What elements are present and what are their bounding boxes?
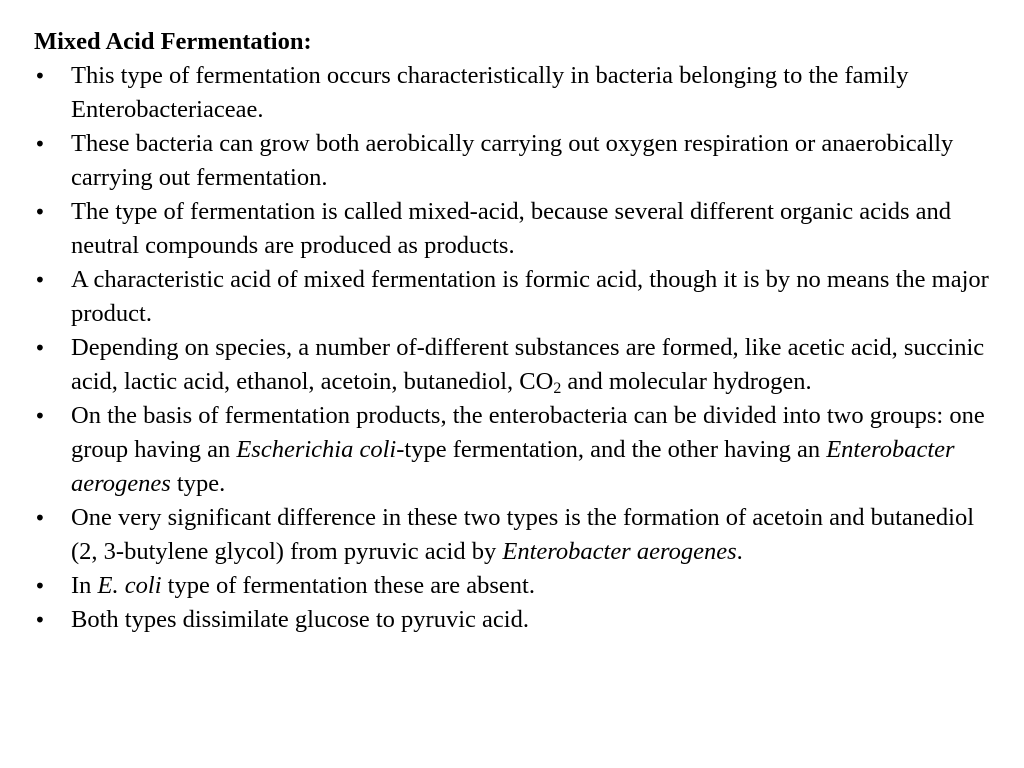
- bullet-item: [34, 569, 991, 603]
- text-segment: In: [71, 572, 98, 599]
- text-segment: This type of fermentation occurs characteristically in bacteria belonging to the family Enterobacteriaceae.: [71, 62, 909, 123]
- bullet-icon: •: [34, 268, 46, 292]
- text-segment: type of fermentation these are absent.: [161, 572, 535, 599]
- bullet-item: [34, 127, 991, 195]
- bullet-icon: •: [34, 404, 46, 428]
- bullet-list: [34, 59, 989, 637]
- text-segment: On the basis of fermentation products, the enterobacteria can be divided into two groups: one group having an: [71, 402, 985, 463]
- text-segment: These bacteria can grow both aerobically carrying out oxygen respiration or anaerobically carrying out fermentation.: [71, 130, 954, 191]
- bullet-text: [71, 606, 529, 633]
- text-segment: Both types dissimilate glucose to pyruvic acid.: [71, 606, 529, 633]
- italic-term: E. coli: [97, 572, 162, 599]
- bullet-item: [34, 603, 991, 637]
- bullet-item: [34, 331, 991, 399]
- bullet-item: [34, 263, 991, 331]
- bullet-icon: •: [34, 64, 46, 88]
- bullet-text: [71, 198, 951, 259]
- bullet-icon: •: [34, 336, 46, 360]
- subscript-text: 2: [553, 379, 562, 397]
- bullet-text: [71, 130, 953, 191]
- bullet-icon: •: [34, 200, 46, 224]
- text-segment: The type of fermentation is called mixed-acid, because several different organic acids and neutral compounds are produced as products.: [71, 198, 952, 259]
- text-segment: .: [736, 538, 743, 565]
- bullet-text: [71, 266, 989, 327]
- text-segment: Depending on species, a number of-different substances are formed, like acetic acid, succinic acid, lactic acid, ethanol, acetoin, butanediol, CO: [71, 334, 985, 395]
- italic-term: Enterobacter aerogenes: [71, 436, 955, 497]
- bullet-icon: •: [34, 132, 46, 156]
- text-segment: type.: [170, 470, 226, 497]
- bullet-text: [71, 62, 908, 123]
- bullet-item: [34, 59, 991, 127]
- italic-term: Enterobacter aerogenes: [502, 538, 737, 565]
- text-segment: -type fermentation, and the other having an: [396, 436, 827, 463]
- bullet-item: [34, 501, 991, 569]
- text-segment: A characteristic acid of mixed fermentation is formic acid, though it is by no means the major product.: [71, 266, 989, 327]
- slide-title: Mixed Acid Fermentation:: [34, 28, 312, 55]
- bullet-icon: •: [34, 574, 46, 598]
- bullet-item: [34, 195, 991, 263]
- text-segment: and molecular hydrogen.: [561, 368, 812, 395]
- bullet-text: [71, 504, 974, 565]
- bullet-icon: •: [34, 506, 46, 530]
- bullet-item: [34, 399, 991, 501]
- bullet-text: [71, 572, 535, 599]
- bullet-text: [71, 402, 985, 497]
- italic-term: Escherichia coli: [236, 436, 397, 463]
- bullet-text: [71, 334, 984, 395]
- bullet-icon: •: [34, 608, 46, 632]
- text-segment: One very significant difference in these two types is the formation of acetoin and butanediol (2, 3-butylene glycol) from pyruvic acid by: [71, 504, 975, 565]
